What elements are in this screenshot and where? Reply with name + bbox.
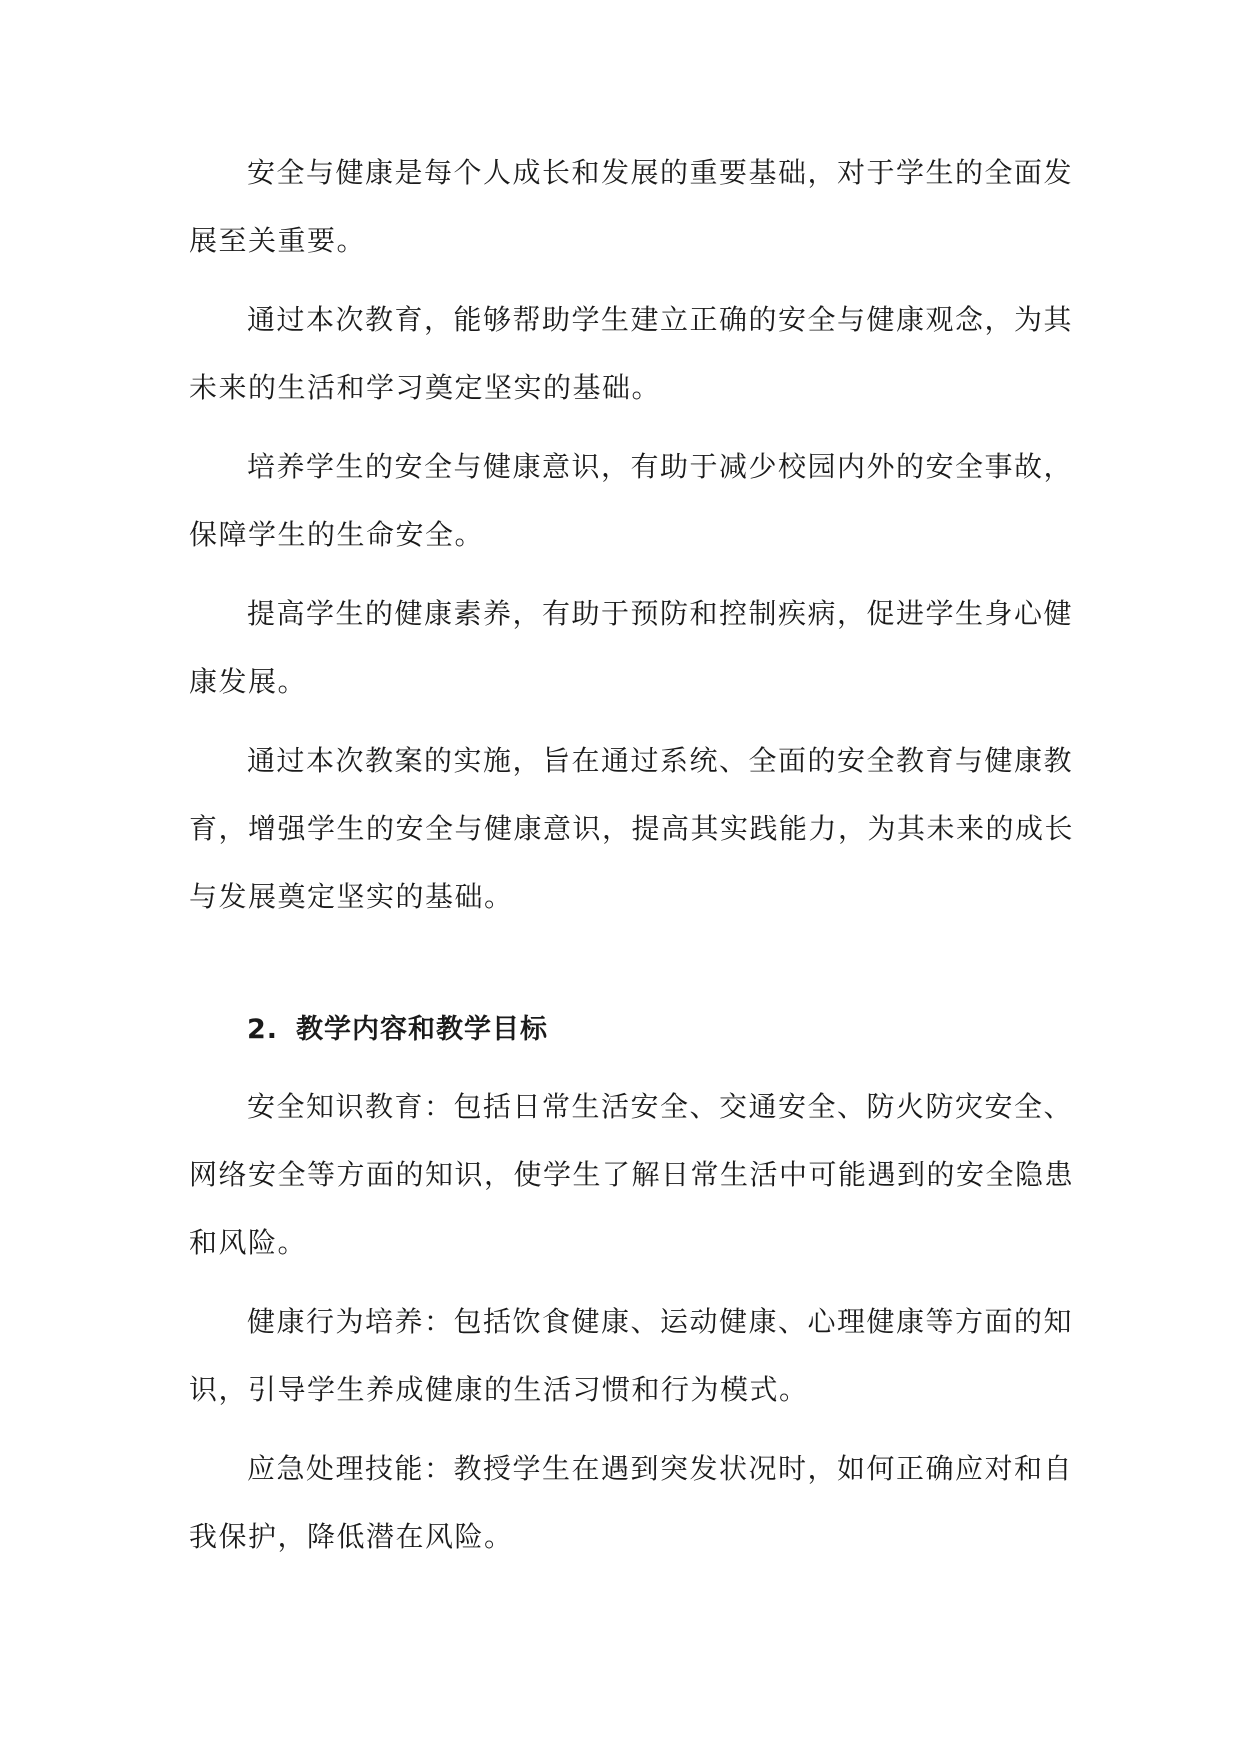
paragraph-4-line-2: 康发展。 (189, 665, 308, 698)
section-paragraph-2-line-2: 识，引导学生养成健康的生活习惯和行为模式。 (189, 1373, 809, 1406)
section-paragraph-3-line-1: 应急处理技能：教授学生在遇到突发状况时，如何正确应对和自 (247, 1452, 1074, 1485)
section-paragraph-1-line-1: 安全知识教育：包括日常生活安全、交通安全、防火防灾安全、 (247, 1090, 1074, 1123)
section-heading (247, 1010, 548, 1050)
paragraph-4-line-1: 提高学生的健康素养，有助于预防和控制疾病，促进学生身心健 (247, 597, 1074, 630)
paragraph-2-line-2: 未来的生活和学习奠定坚实的基础。 (189, 371, 662, 404)
paragraph-3-line-2: 保障学生的生命安全。 (189, 518, 485, 551)
paragraph-5-line-2: 育，增强学生的安全与健康意识，提高其实践能力，为其未来的成长 (189, 812, 1075, 845)
paragraph-3-line-1: 培养学生的安全与健康意识，有助于减少校园内外的安全事故， (247, 450, 1074, 483)
section-paragraph-1-line-2: 网络安全等方面的知识，使学生了解日常生活中可能遇到的安全隐患 (189, 1158, 1075, 1191)
paragraph-1-line-1: 安全与健康是每个人成长和发展的重要基础，对于学生的全面发 (247, 156, 1074, 189)
paragraph-1-line-2: 展至关重要。 (189, 224, 367, 257)
section-title: 教学内容和教学目标 (296, 1014, 549, 1045)
section-number: 2. (247, 1014, 279, 1045)
section-paragraph-3-line-2: 我保护，降低潜在风险。 (189, 1520, 514, 1553)
paragraph-5-line-3: 与发展奠定坚实的基础。 (189, 880, 514, 913)
paragraph-5-line-1: 通过本次教案的实施，旨在通过系统、全面的安全教育与健康教 (247, 744, 1074, 777)
section-paragraph-2-line-1: 健康行为培养：包括饮食健康、运动健康、心理健康等方面的知 (247, 1305, 1074, 1338)
paragraph-2-line-1: 通过本次教育，能够帮助学生建立正确的安全与健康观念，为其 (247, 303, 1074, 336)
section-paragraph-1-line-3: 和风险。 (189, 1226, 308, 1259)
